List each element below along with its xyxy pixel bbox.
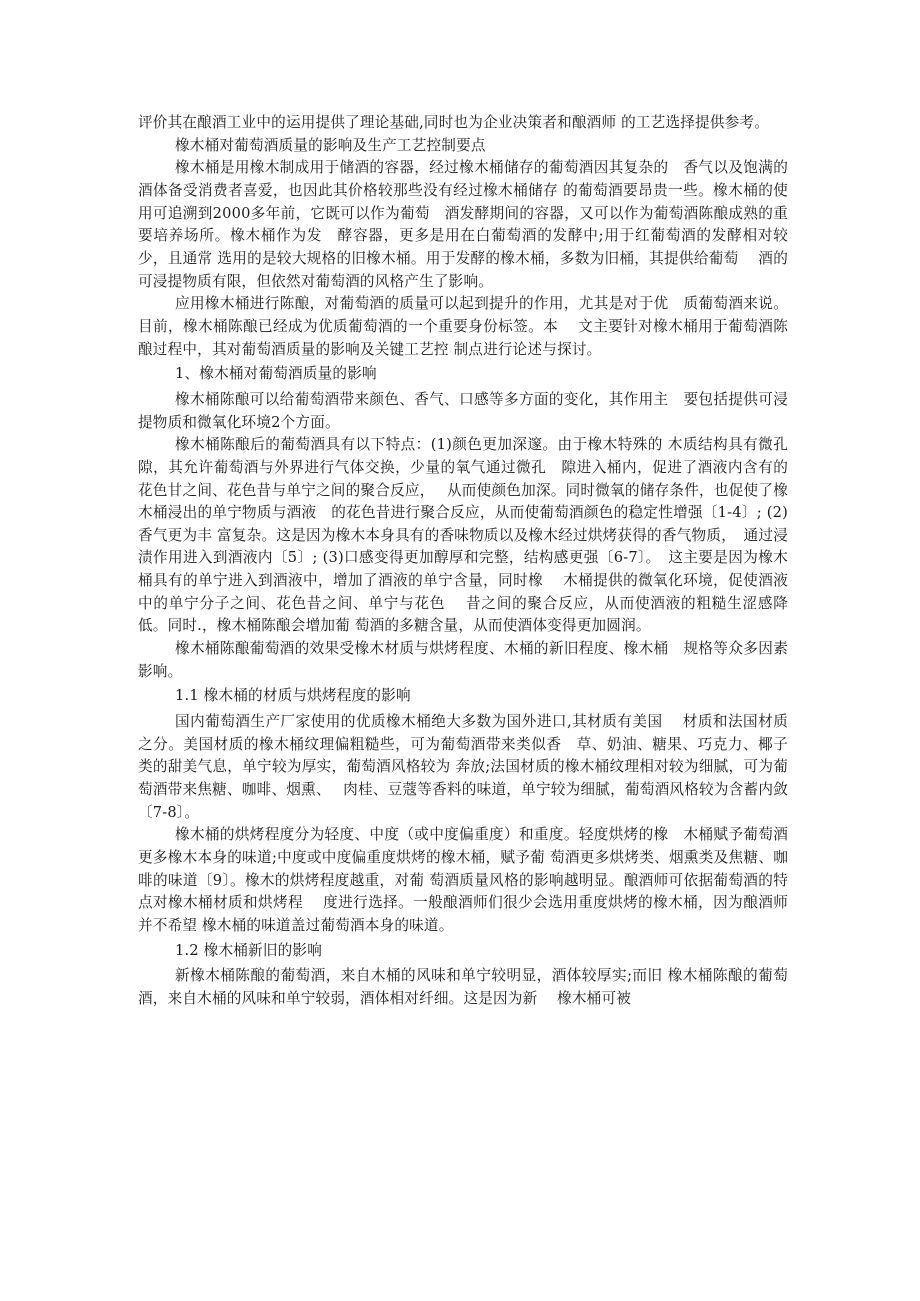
paragraph-aging-purpose: 应用橡木桶进行陈酿，对葡萄酒的质量可以起到提升的作用，尤其是对于优 质葡萄酒来说。目前，橡木桶陈酿已经成为优质葡萄酒的一个重要身份标签。本 文主要针对橡木桶用于葡萄酒陈酿过程中，其对葡萄酒质量的影响及关键工艺控 制点进行论述与探讨。 xyxy=(138,295,788,358)
paragraph-influencing-factors: 橡木桶陈酿葡萄酒的效果受橡木材质与烘烤程度、木桶的新旧程度、橡木桶 规格等众多因素影响。 xyxy=(138,640,788,680)
paragraph-material: 国内葡萄酒生产厂家使用的优质橡木桶绝大多数为国外进口,其材质有美国 材质和法国材质之分。美国材质的橡木桶纹理偏粗糙些，可为葡萄酒带来类似香 草、奶油、糖果、巧克力、椰子类的甜美气息，单宁较为厚实，葡萄酒风格较为 奔放;法国材质的橡木桶纹理相对较为细腻，可为葡萄酒带来焦糖、咖啡、烟熏、 肉桂、豆蔻等香料的味道，单宁较为细腻，葡萄酒风格较为含蓄内敛〔7-8〕。 xyxy=(138,713,788,821)
document-body xyxy=(138,112,788,1011)
paragraph-oak-barrel-intro: 橡木桶是用橡木制成用于储酒的容器，经过橡木桶储存的葡萄酒因其复杂的 香气以及饱满的酒体备受消费者喜爱，也因此其价格较那些没有经过橡木桶储存 的葡萄酒要昂贵一些。橡木桶的使用可追溯到2000多年前，它既可以作为葡萄 酒发酵期间的容器，又可以作为葡萄酒陈酿成熟的重要培养场所。橡木桶作为发 酵容器，更多是用在白葡萄酒的发酵中;用于红葡萄酒的发酵相对较少，且通常 选用的是较大规格的旧橡木桶。用于发酵的橡木桶，多数为旧桶，其提供给葡萄 酒的可浸提物质有限，但依然对葡萄酒的风格产生了影响。 xyxy=(138,159,788,290)
subheading-section-1-2: 1.2 橡木桶新旧的影响 xyxy=(175,941,322,959)
paragraph-characteristics: 橡木桶陈酿后的葡萄酒具有以下特点：(1)颜色更加深邃。由于橡木特殊的 木质结构具有微孔隙，其允许葡萄酒与外界进行气体交换，少量的氧气通过微孔 隙进入桶内，促进了酒液内含有的花色甘之间、花色昔与单宁之间的聚合反应， 从而使颜色加深。同时微氧的储存条件，也促使了橡木桶浸出的单宁物质与酒液 的花色昔进行聚合反应，从而使葡萄酒颜色的稳定性增强〔1-4〕; (2)香气更为丰 富复杂。这是因为橡木本身具有的香味物质以及橡木经过烘烤获得的香气物质， 通过浸渍作用进入到酒液内〔5〕; (3)口感变得更加醇厚和完整，结构感更强〔6-7〕。 这主要是因为橡木桶具有的单宁进入到酒液中，增加了酒液的单宁含量，同时橡 木桶提供的微氧化环境，促使酒液中的单宁分子之间、花色昔之间、单宁与花色 昔之间的聚合反应，从而使酒液的粗糙生涩感降低。同时.，橡木桶陈酿会增加葡 萄酒的多糖含量，从而使酒体变得更加圆润。 xyxy=(138,436,788,635)
section-title: 橡木桶对葡萄酒质量的影响及生产工艺控制要点 xyxy=(175,136,486,154)
paragraph-effects-overview: 橡木桶陈酿可以给葡萄酒带来颜色、香气、口感等多方面的变化，其作用主 要包括提供可浸提物质和微氧化环境2个方面。 xyxy=(138,390,788,431)
paragraph-intro-continuation: 评价其在酿酒工业中的运用提供了理论基础,同时也为企业决策者和酿酒师 的工艺选择提供参考。 xyxy=(138,114,770,131)
paragraph-new-vs-old: 新橡木桶陈酿的葡萄酒，来自木桶的风味和单宁较明显，酒体较厚实;而旧 橡木桶陈酿的葡萄酒，来自木桶的风味和单宁较弱，酒体相对纤细。这是因为新 橡木桶可被 xyxy=(138,967,788,1007)
subheading-section-1-1: 1.1 橡木桶的材质与烘烤程度的影响 xyxy=(175,687,411,705)
subheading-section-1: 1、橡木桶对葡萄酒质量的影响 xyxy=(175,365,377,383)
paragraph-toasting: 橡木桶的烘烤程度分为轻度、中度（或中度偏重度）和重度。轻度烘烤的橡 木桶赋予葡萄酒更多橡木本身的味道;中度或中度偏重度烘烤的橡木桶，赋予葡 萄酒更多烘烤类、烟熏类及焦糖、咖啡的味道〔9〕。橡木的烘烤程度越重，对葡 萄酒质量风格的影响越明显。酿酒师可依据葡萄酒的特点对橡木桶材质和烘烤程 度进行选择。一般酿酒师们很少会选用重度烘烤的橡木桶，因为酿酒师并不希望 橡木桶的味道盖过葡萄酒本身的味道。 xyxy=(138,826,788,934)
